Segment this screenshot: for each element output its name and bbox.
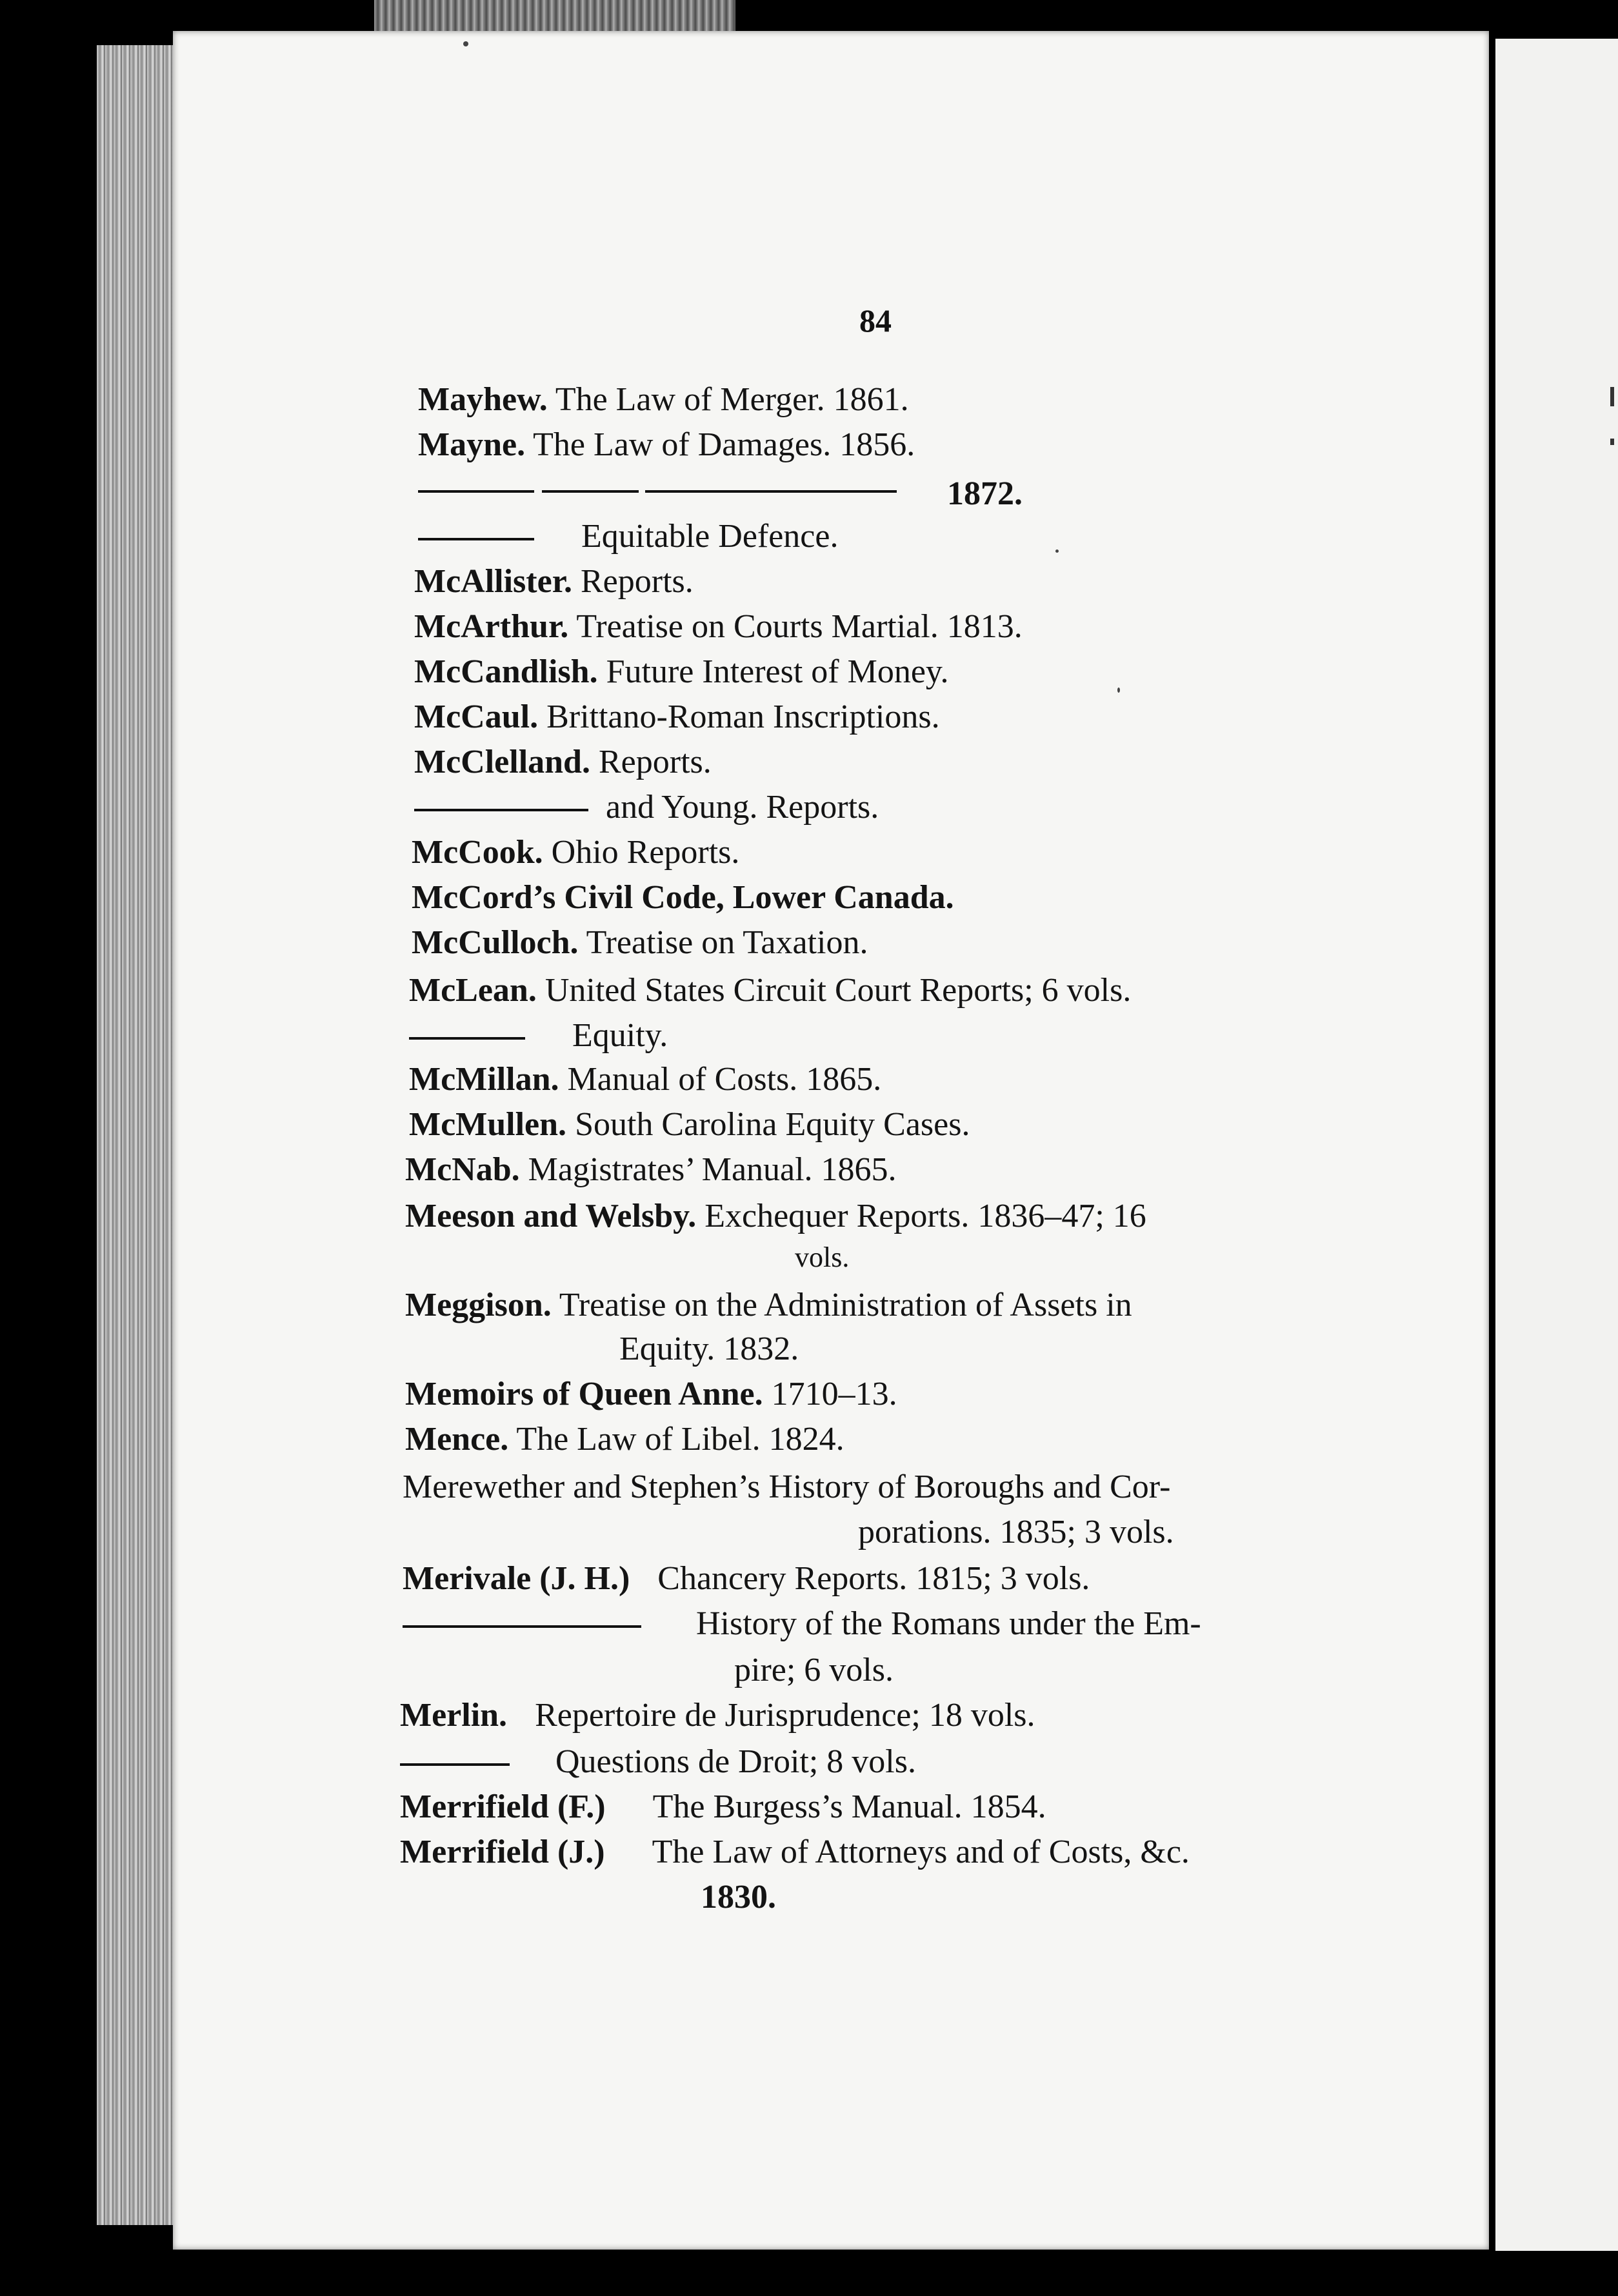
entry-meeson-welsby <box>405 1200 1146 1233</box>
entry-merivale <box>403 1562 1090 1596</box>
page-number: 84 <box>859 302 892 339</box>
entry-author: McCook. <box>412 834 543 871</box>
entry-mccaul <box>414 700 940 734</box>
ditto-dash <box>409 1037 525 1040</box>
entry-mence <box>405 1423 844 1456</box>
entry-mcnab <box>405 1153 897 1187</box>
entry-title: Equity. <box>572 1017 668 1054</box>
entry-title: Reports. <box>598 744 712 780</box>
entry-continuation: pire; 6 vols. <box>734 1652 894 1688</box>
entry-author: McClelland. <box>414 744 590 780</box>
entry-mccandlish <box>414 655 949 689</box>
entry-author: McAllister. <box>414 563 572 600</box>
entry-title: Treatise on the Administration of Assets in <box>559 1287 1132 1323</box>
entry-continuation: porations. 1835; 3 vols. <box>858 1514 1174 1550</box>
entry-title: Equitable Defence. <box>581 518 839 555</box>
print-speck <box>1117 688 1120 693</box>
entry-title: Magistrates’ Manual. 1865. <box>528 1151 897 1188</box>
entry-mcclelland <box>414 746 712 779</box>
entry-ditto <box>403 1607 1201 1641</box>
entry-mcallister <box>414 565 694 599</box>
entry-title: Future Interest of Money. <box>606 653 949 690</box>
entry-author: Mayhew. <box>418 381 548 418</box>
print-speck <box>463 41 468 46</box>
ditto-dash <box>645 490 897 493</box>
entry-author: Merrifield (J.) <box>400 1834 605 1870</box>
entry-title: Exchequer Reports. 1836–47; 16 <box>704 1198 1146 1234</box>
entry-title: 1710–13. <box>771 1376 897 1412</box>
adjacent-page-mark <box>1610 439 1614 445</box>
entry-merewether <box>403 1470 1170 1504</box>
entry-author: Merewether and Stephen’s History of Boroughs and Cor- <box>403 1469 1171 1505</box>
entry-author: Merivale (J. H.) <box>403 1560 630 1597</box>
entry-title: Treatise on Courts Martial. 1813. <box>576 608 1023 645</box>
entry-memoirs <box>405 1378 897 1411</box>
entry-title: Brittano-Roman Inscriptions. <box>546 698 940 735</box>
entry-title: The Law of Attorneys and of Costs, &c. <box>652 1834 1190 1870</box>
entry-title: Manual of Costs. 1865. <box>567 1061 882 1098</box>
entry-author: Merlin. <box>400 1697 508 1734</box>
entry-author: McCord’s Civil Code, Lower Canada. <box>412 879 954 916</box>
book-top-edge <box>374 0 735 31</box>
entry-author: McCulloch. <box>412 924 579 961</box>
entry-author: McLean. <box>409 972 537 1009</box>
entry-mcarthur <box>414 610 1023 644</box>
entry-ditto <box>414 791 879 824</box>
entry-title: Reports. <box>581 563 694 600</box>
entry-mayne <box>418 428 915 462</box>
entry-ditto <box>400 1745 916 1779</box>
entry-author: McCandlish. <box>414 653 598 690</box>
entry-author: Meeson and Welsby. <box>405 1198 697 1234</box>
entry-title: History of the Romans under the Em- <box>696 1605 1201 1642</box>
entry-continuation: vols. <box>795 1242 850 1273</box>
entry-author: McMillan. <box>409 1061 559 1098</box>
entry-author: Mence. <box>405 1421 509 1458</box>
entry-author: Meggison. <box>405 1287 552 1323</box>
entry-mcmillan <box>409 1063 881 1096</box>
entry-continuation: 1830. <box>701 1879 776 1915</box>
entry-title: The Law of Damages. 1856. <box>533 426 915 463</box>
entry-ditto <box>418 520 838 553</box>
entry-title: Repertoire de Jurisprudence; 18 vols. <box>535 1697 1035 1734</box>
entry-author: Merrifield (F.) <box>400 1788 606 1825</box>
entry-author: McCaul. <box>414 698 539 735</box>
entry-title: Treatise on Taxation. <box>586 924 868 961</box>
entry-merlin <box>400 1699 1035 1732</box>
ditto-dash <box>414 809 588 811</box>
entry-meggison <box>405 1289 1132 1322</box>
adjacent-page <box>1495 39 1618 2251</box>
entry-merrifield-j <box>400 1836 1190 1869</box>
ditto-dash <box>542 490 639 493</box>
adjacent-page-mark <box>1610 387 1614 406</box>
entry-continuation: Equity. 1832. <box>619 1331 799 1367</box>
ditto-dash <box>418 538 534 540</box>
ditto-dash <box>403 1625 641 1628</box>
entry-title: and Young. Reports. <box>606 789 879 826</box>
entry-author: McNab. <box>405 1151 520 1188</box>
ditto-dash <box>418 490 534 493</box>
entry-year: 1872. <box>947 475 1023 512</box>
entry-title: The Law of Merger. 1861. <box>555 381 909 418</box>
print-speck <box>1055 549 1059 553</box>
entry-author: Memoirs of Queen Anne. <box>405 1376 763 1412</box>
entry-title: Ohio Reports. <box>551 834 740 871</box>
entry-merrifield-f <box>400 1790 1046 1824</box>
entry-title: Chancery Reports. 1815; 3 vols. <box>657 1560 1090 1597</box>
entry-author: McMullen. <box>409 1106 567 1143</box>
entry-mayhew <box>418 383 909 417</box>
entry-author: McArthur. <box>414 608 569 645</box>
entry-title: Questions de Droit; 8 vols. <box>555 1743 916 1780</box>
entry-mclean <box>409 974 1131 1007</box>
entry-author: Mayne. <box>418 426 526 463</box>
entry-mccord <box>412 881 954 915</box>
ditto-dash <box>400 1763 510 1766</box>
entry-title: United States Circuit Court Reports; 6 vols. <box>544 972 1132 1009</box>
entry-title: The Law of Libel. 1824. <box>516 1421 844 1458</box>
entry-mcmullen <box>409 1108 970 1142</box>
entry-ditto <box>409 1019 668 1053</box>
entry-title: The Burgess’s Manual. 1854. <box>652 1788 1046 1825</box>
entry-mcculloch <box>412 926 868 960</box>
entry-title: South Carolina Equity Cases. <box>575 1106 970 1143</box>
entry-mccook <box>412 836 739 869</box>
book-spine-edge <box>97 45 174 2225</box>
